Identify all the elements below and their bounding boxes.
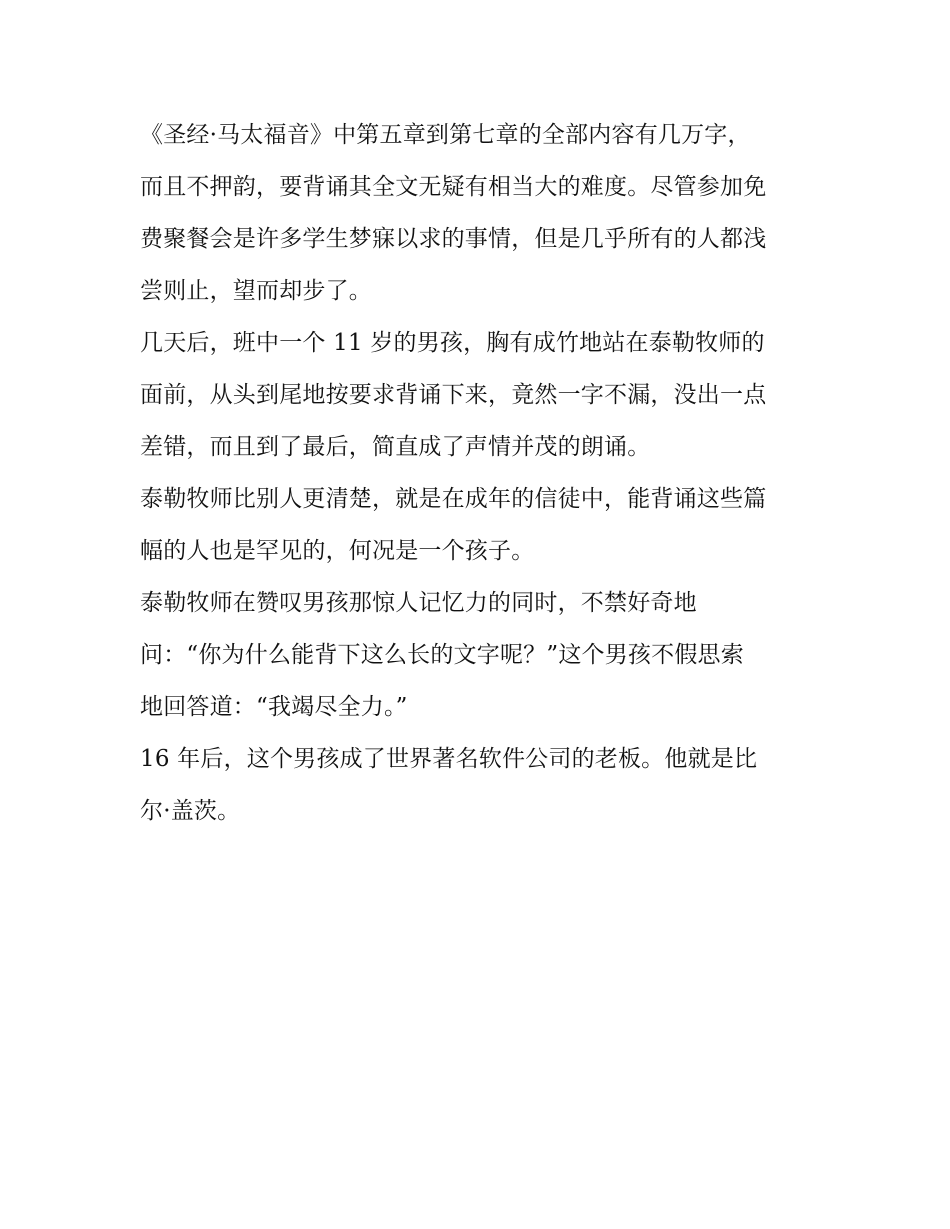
text-line: 几天后，班中一个 11 岁的男孩，胸有成竹地站在泰勒牧师的 — [140, 330, 765, 356]
text-line: 尔·盖茨。 — [140, 798, 241, 824]
text-line: 地回答道：“我竭尽全力。” — [140, 694, 408, 720]
text-line: 差错，而且到了最后，简直成了声情并茂的朗诵。 — [140, 434, 651, 460]
text-line: 问：“你为什么能背下这么长的文字呢？”这个男孩不假思索 — [140, 642, 744, 668]
document-body — [140, 109, 820, 837]
text-line: 尝则止，望而却步了。 — [140, 278, 372, 304]
text-line: 而且不押韵，要背诵其全文无疑有相当大的难度。尽管参加免 — [140, 174, 767, 200]
text-line: 费聚餐会是许多学生梦寐以求的事情，但是几乎所有的人都浅 — [140, 226, 767, 252]
text-line: 面前，从头到尾地按要求背诵下来，竟然一字不漏，没出一点 — [140, 382, 767, 408]
text-line: 泰勒牧师在赞叹男孩那惊人记忆力的同时，不禁好奇地 — [140, 590, 697, 616]
text-line: 《圣经·马太福音》中第五章到第七章的全部内容有几万字， — [140, 122, 751, 148]
text-line: 16 年后，这个男孩成了世界著名软件公司的老板。他就是比 — [140, 746, 758, 772]
text-line: 幅的人也是罕见的，何况是一个孩子。 — [140, 538, 535, 564]
text-line: 泰勒牧师比别人更清楚，就是在成年的信徒中，能背诵这些篇 — [140, 486, 767, 512]
